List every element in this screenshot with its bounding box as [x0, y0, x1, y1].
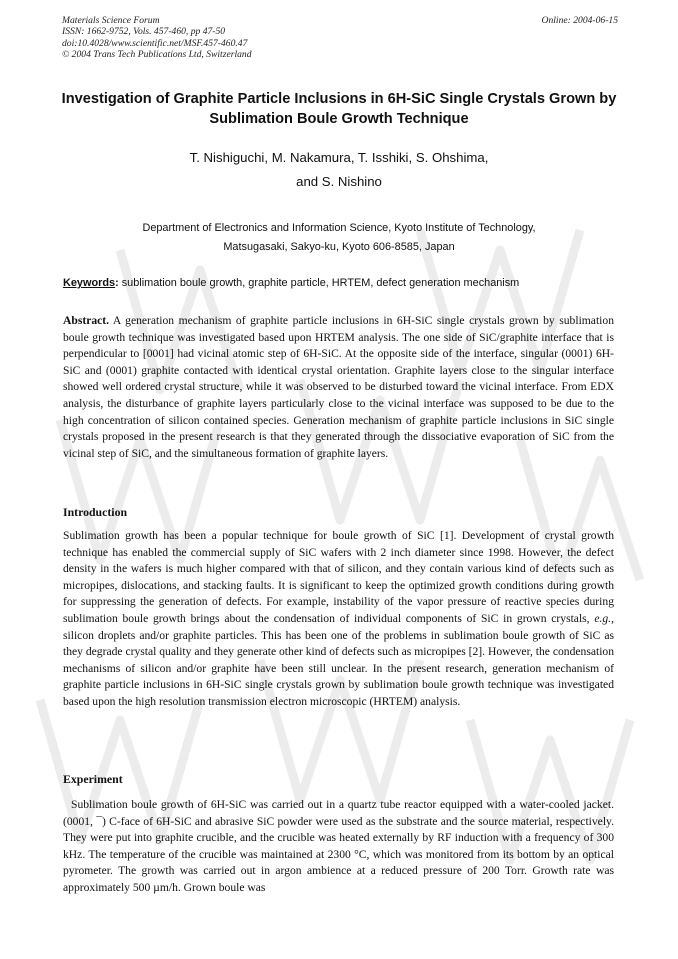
introduction-eg: e.g. — [594, 611, 612, 625]
issn-line: ISSN: 1662-9752, Vols. 457-460, pp 47-50 — [62, 26, 226, 38]
copyright-line: © 2004 Trans Tech Publications Ltd, Switzerland — [62, 49, 252, 61]
keywords-label: Keywords — [63, 277, 116, 289]
abstract-text: A generation mechanism of graphite particle inclusions in 6H-SiC single crystals grown by sublimation boule growth technique was investigated based upon HRTEM analysis. The one side of SiC/graphite interface that is perpendicular to [0001] had vicinal atomic step of 6H-SiC. At the opposite side of the interface, singular (0001) 6H-SiC and (0001) graphite contacted with identical crystal orientation. Graphite layers close to the singular interface showed well ordered crystal structure, while it was observed to be disturbed toward the vicinal interface. From EDX analysis, the disturbance of graphite layers particularly close to the vicinal interface was supposed to be due to the high concentration of silicon contained species. Generation mechanism of graphite particle inclusions in SiC single crystals proposed in the present research is that they generated through the dissociative evaporation of SiC from the vicinal step of SiC, and the simultaneous formation of graphite layers. — [63, 314, 614, 460]
experiment-text: Sublimation boule growth of 6H-SiC was carried out in a quartz tube reactor equipped with a water-cooled jacket. (0001, ¯) C-face of 6H-SiC and abrasive SiC powder were used as the substrate and the source material, respectively. They were put into graphite crucible, and the crucible was heated externally by RF induction with a frequency of 300 kHz. The temperature of the crucible was maintained at 2300 °C, which was monitored from its bottom by an optical pyrometer. The growth was carried out in argon ambience at a reduced pressure of 200 Torr. Growth rate was approximately 500 µm/h. Grown boule was — [63, 798, 614, 894]
abstract-label: Abstract. — [63, 314, 110, 327]
affiliation-line-1: Department of Electronics and Information Science, Kyoto Institute of Technology, — [142, 222, 536, 234]
keywords-text: sublimation boule growth, graphite particle, HRTEM, defect generation mechanism — [121, 277, 520, 289]
introduction-text-part-1: Sublimation growth has been a popular technique for boule growth of SiC [1]. Development of crystal growth technique has enabled the commercial supply of SiC wafers with 2 inch diameter since 1998. However, the defect density in the wafers is much higher compared with that of silicon, and they contain various kind of defects such as micropipes, dislocations, and stacking faults. It is significant to keep the optimized growth conditions during growth for suppressing the generation of defects. For example, instability of the vapor pressure of reactive species during sublimation boule growth brings about the condensation of individual components of SiC in grown crystals, — [63, 529, 614, 625]
doi-line[interactable]: doi:10.4028/www.scientific.net/MSF.457-460.47 — [62, 37, 248, 49]
paper-title: Investigation of Graphite Particle Inclusions in 6H-SiC Single Crystals Grown by Sublimation Boule Growth Technique — [61, 91, 617, 127]
experiment-heading: Experiment — [63, 772, 123, 786]
online-date: Online: 2004-06-15 — [541, 15, 618, 26]
abstract — [63, 313, 614, 462]
introduction-text-part-2: , silicon droplets and/or graphite particles. This has been one of the problems in sublimation boule growth of SiC as they degrade crystal quality and they generate other kind of defects such as micropipes [2]. However, the condensation mechanisms of silicon and/or graphite have been still unclear. In the present research, generation mechanism of graphite particle inclusions in 6H-SiC single crystals grown by sublimation boule growth technique was investigated based upon the high resolution transmission electron microscopic (HRTEM) analysis. — [63, 611, 615, 708]
authors-line-2: and S. Nishino — [296, 174, 382, 189]
authors-line-1: T. Nishiguchi, M. Nakamura, T. Isshiki, S. Ohshima, — [189, 150, 489, 165]
journal-header — [62, 15, 618, 61]
introduction-text — [63, 528, 614, 711]
introduction-heading: Introduction — [63, 505, 128, 519]
affiliation — [40, 219, 638, 257]
author-list — [40, 146, 638, 194]
journal-name: Materials Science Forum — [62, 15, 160, 26]
affiliation-line-2: Matsugasaki, Sakyo-ku, Kyoto 606-8585, Japan — [223, 241, 455, 253]
keywords: Keywords: sublimation boule growth, graphite particle, HRTEM, defect generation mechanism — [63, 277, 520, 289]
